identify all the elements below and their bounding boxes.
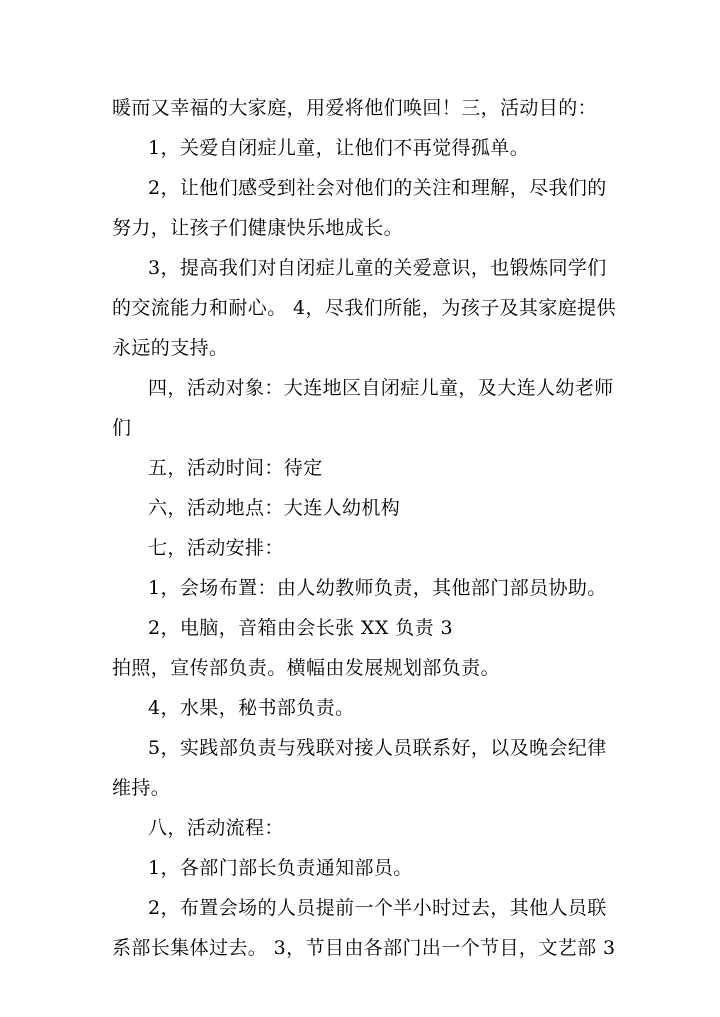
text-line: 2，电脑，音箱由会长张 XX 负责 3 — [148, 617, 453, 639]
text-line: 努力，让孩子们健康快乐地成长。 — [112, 217, 404, 239]
text-line: 四，活动对象：大连地区自闭症儿童，及大连人幼老师 — [148, 377, 614, 399]
text-line: 系部长集体过去。 3，节目由各部门出一个节目，文艺部 3 — [112, 937, 616, 959]
text-line: 八，活动流程： — [148, 817, 284, 839]
text-line: 4，水果，秘书部负责。 — [148, 697, 355, 719]
text-line: 七，活动安排： — [148, 537, 284, 559]
text-line: 维持。 — [112, 777, 171, 799]
text-line: 1，关爱自闭症儿童，让他们不再觉得孤单。 — [148, 137, 530, 159]
text-line: 暖而又幸福的大家庭，用爱将他们唤回！三，活动目的： — [112, 97, 598, 119]
text-line: 5，实践部负责与残联对接人员联系好，以及晚会纪律 — [148, 737, 607, 759]
text-line: 拍照，宣传部负责。横幅由发展规划部负责。 — [112, 657, 501, 679]
text-line: 永远的支持。 — [112, 337, 229, 359]
text-line: 1，会场布置：由人幼教师负责，其他部门部员协助。 — [148, 577, 607, 599]
text-line: 2，让他们感受到社会对他们的关注和理解，尽我们的 — [148, 177, 607, 199]
text-line: 的交流能力和耐心。 4，尽我们所能，为孩子及其家庭提供 — [112, 297, 616, 319]
text-line: 1，各部门部长负责通知部员。 — [148, 857, 413, 879]
text-line: 们 — [112, 417, 132, 439]
text-line: 五，活动时间：待定 — [148, 457, 323, 479]
document-body — [112, 88, 616, 968]
text-line: 3，提高我们对自闭症儿童的关爱意识，也锻炼同学们 — [148, 257, 607, 279]
text-line: 六，活动地点：大连人幼机构 — [148, 497, 401, 519]
text-line: 2，布置会场的人员提前一个半小时过去，其他人员联 — [148, 897, 607, 919]
